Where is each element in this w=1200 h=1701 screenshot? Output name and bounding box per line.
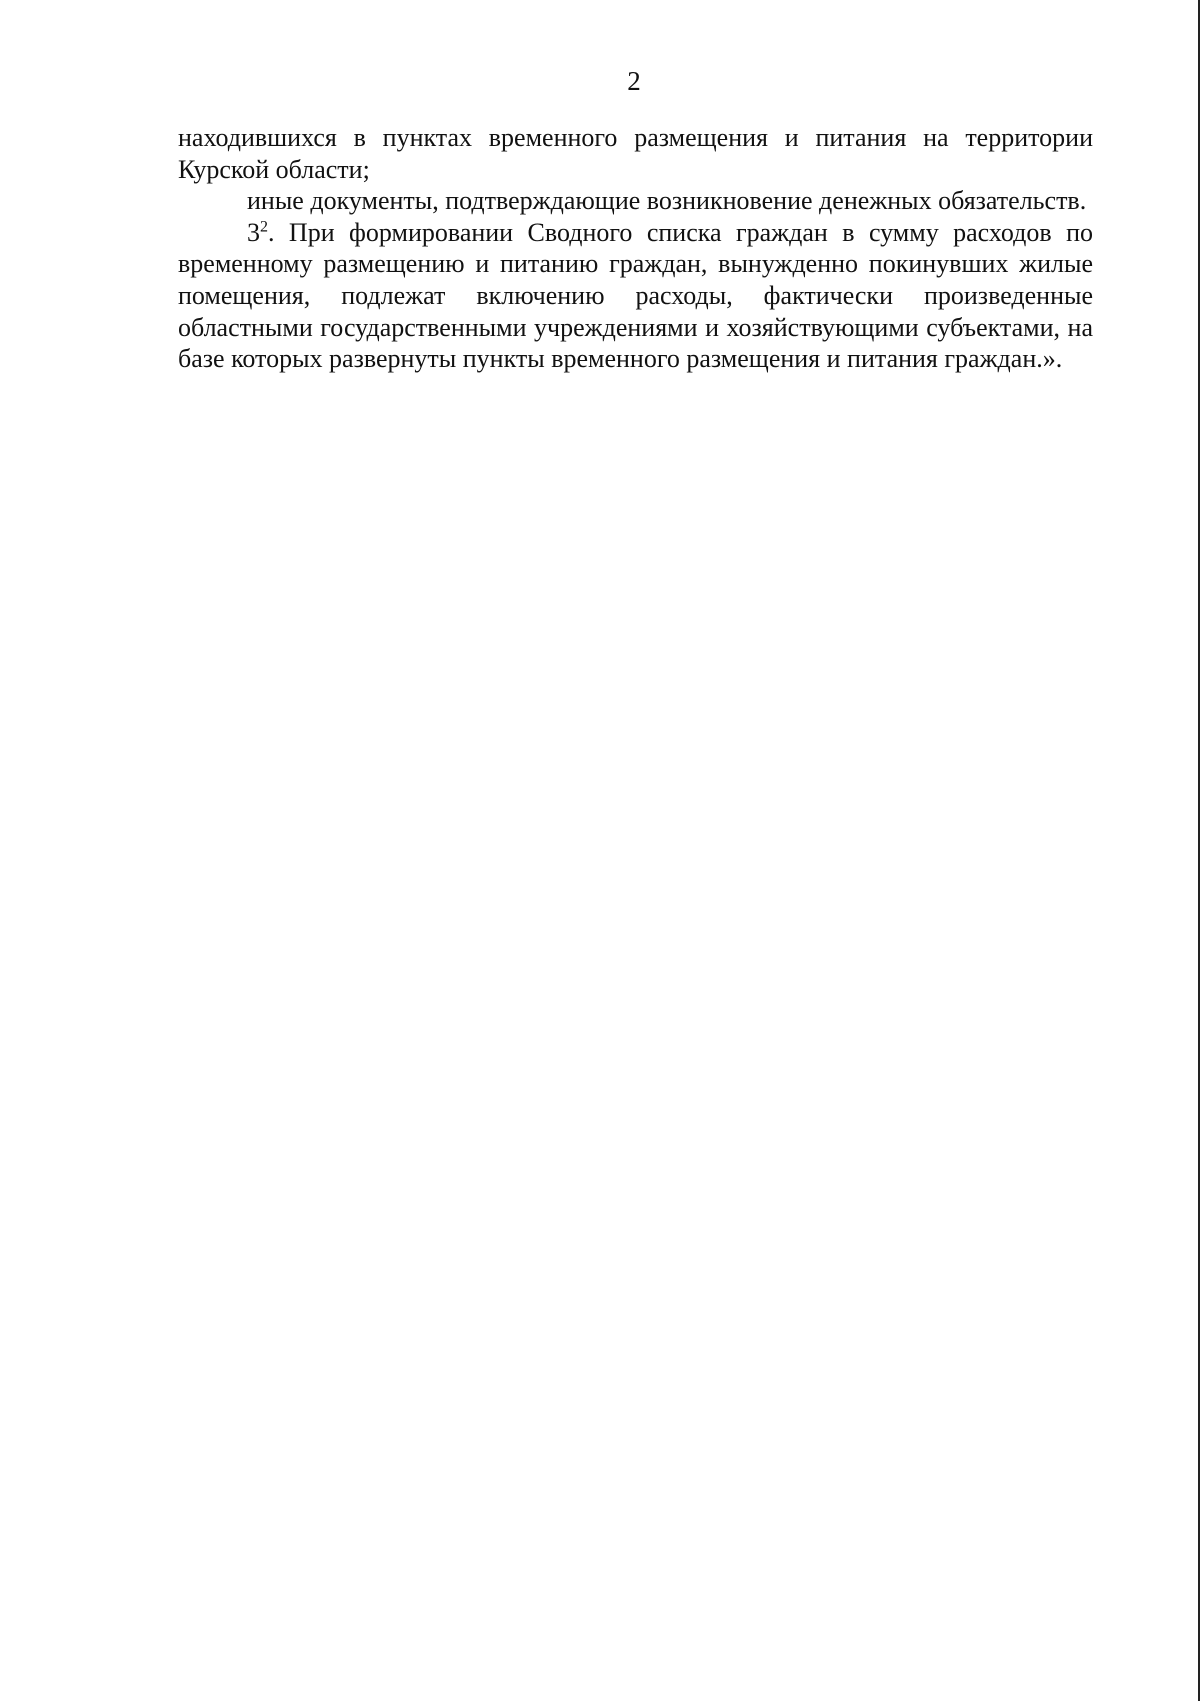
- paragraph-continuation: находившихся в пунктах временного размещения и питания на территории Курской области;: [178, 123, 1093, 184]
- item-text: . При формировании Сводного списка граждан в сумму расходов по временному размещению и питанию граждан, вынужденно покинувших жилые помещения, подлежат включению расходы, фактически произведенные областными государственными учреждениями и хозяйствующими субъектами, на базе которых развернуты пункты временного размещения и питания граждан.».: [178, 217, 1093, 374]
- paragraph-other-documents: иные документы, подтверждающие возникновение денежных обязательств.: [247, 186, 1087, 216]
- item-number: 3: [247, 217, 260, 247]
- page-number: 2: [627, 66, 641, 96]
- item-superscript: 2: [260, 218, 268, 236]
- document-body: [178, 122, 1093, 375]
- paragraph-item-3-2: [178, 217, 1093, 375]
